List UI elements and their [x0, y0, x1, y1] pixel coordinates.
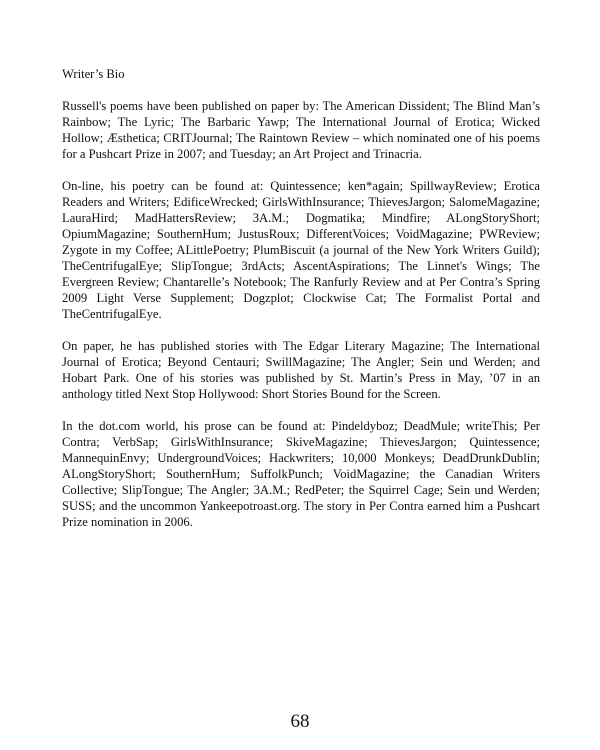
paragraph-poetry-online: On-line, his poetry can be found at: Quintessence; ken*again; SpillwayReview; Erotica Readers and Writers; EdificeWrecked; GirlsWithInsurance; ThievesJargon; SalomeMagazine; LauraHird; MadHattersReview; 3A.M.; Dogmatika; Mindfire; ALongStoryShort; OpiumMagazine; SouthernHum; JustusRoux; DifferentVoices; VoidMagazine; PWReview; Zygote in my Coffee; ALittlePoetry; PlumBiscuit (a journal of the New York Writers Guild); TheCentrifugalEye; SlipTongue; 3rdActs; AscentAspirations; The Linnet's Wings; The Evergreen Review; Chantarelle’s Notebook; The Ranfurly Review and at Per Contra’s Spring 2009 Light Verse Supplement; Dogzplot; Clockwise Cat; The Formalist Portal and TheCentrifugalEye.	[62, 179, 540, 321]
section-heading: Writer’s Bio	[62, 67, 125, 81]
paragraph-stories-on-paper: On paper, he has published stories with The Edgar Literary Magazine; The International Journal of Erotica; Beyond Centauri; SwillMagazine; The Angler; Sein und Werden; and Hobart Park. One of his stories was published by St. Martin’s Press in May, ’07 in an anthology titled Next Stop Hollywood: Short Stories Bound for the Screen.	[62, 339, 540, 401]
page-number: 68	[290, 711, 310, 732]
paragraph-poems-on-paper: Russell's poems have been published on paper by: The American Dissident; The Blind Man’s Rainbow; The Lyric; The Barbaric Yawp; The International Journal of Erotica; Wicked Hollow; Æsthetica; CRITJournal; The Raintown Review – which nominated one of his poems for a Pushcart Prize in 2007; and Tuesday; an Art Project and Trinacria.	[62, 99, 540, 161]
document-page	[62, 66, 540, 546]
paragraph-prose-online: In the dot.com world, his prose can be found at: Pindeldyboz; DeadMule; writeThis; Per Contra; VerbSap; GirlsWithInsurance; SkiveMagazine; ThievesJargon; Quintessence; MannequinEnvy; UndergroundVoices; Hackwriters; 10,000 Monkeys; DeadDrunkDublin; ALongStoryShort; SouthernHum; SuffolkPunch; VoidMagazine; the Canadian Writers Collective; SlipTongue; The Angler; 3A.M.; RedPeter; the Squirrel Cage; Sein und Werden; SUSS; and the uncommon Yankeepotroast.org. The story in Per Contra earned him a Pushcart Prize nomination in 2006.	[62, 419, 540, 529]
